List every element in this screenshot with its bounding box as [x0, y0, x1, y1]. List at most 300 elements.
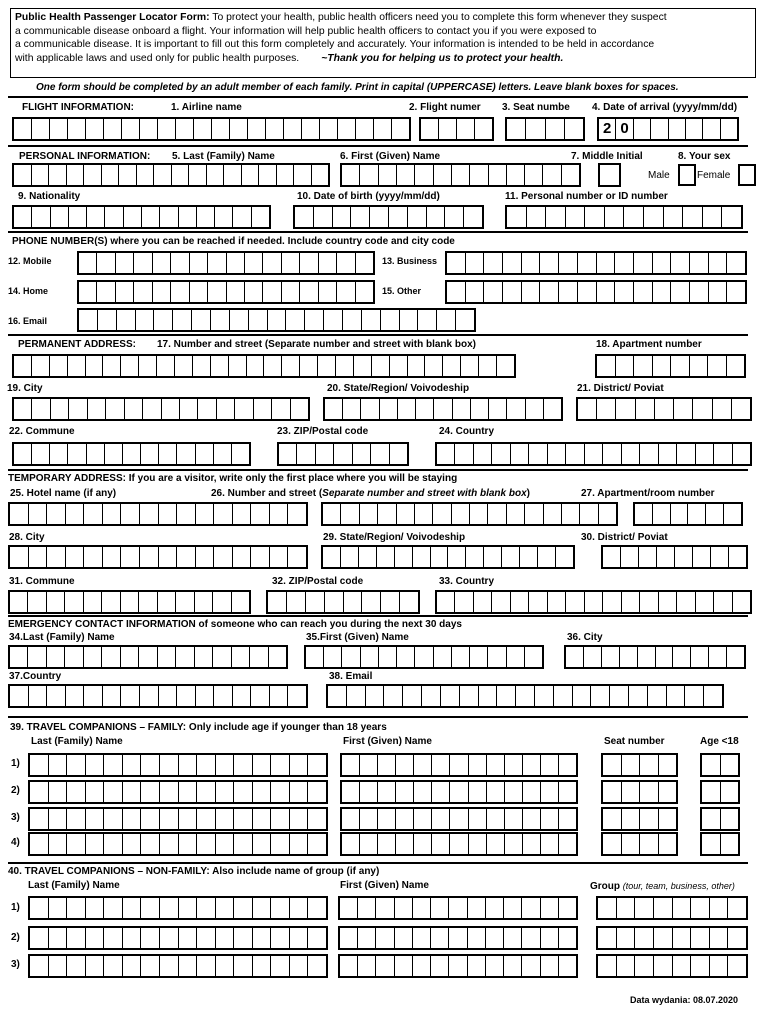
character-box[interactable]: [29, 547, 48, 567]
character-box[interactable]: [29, 686, 48, 706]
district-field[interactable]: [576, 397, 752, 421]
character-box[interactable]: [673, 928, 692, 948]
character-box[interactable]: [585, 592, 603, 612]
character-box[interactable]: [616, 399, 635, 419]
character-box[interactable]: [452, 647, 470, 667]
character-box[interactable]: [597, 399, 616, 419]
character-box[interactable]: [177, 444, 195, 464]
character-box[interactable]: [702, 782, 721, 802]
character-box[interactable]: [217, 399, 235, 419]
character-box[interactable]: [538, 547, 556, 567]
flight-number-field[interactable]: [419, 117, 494, 141]
character-box[interactable]: [507, 504, 525, 524]
emergency-last-field[interactable]: [8, 645, 288, 669]
character-box[interactable]: [286, 310, 305, 330]
character-box[interactable]: [396, 755, 414, 775]
character-box[interactable]: [629, 686, 648, 706]
character-box[interactable]: [284, 119, 302, 139]
character-box[interactable]: [710, 956, 729, 976]
character-box[interactable]: [733, 444, 750, 464]
character-box[interactable]: [603, 755, 622, 775]
character-box[interactable]: [29, 504, 48, 524]
character-box[interactable]: [522, 898, 540, 918]
character-box[interactable]: [103, 547, 122, 567]
character-box[interactable]: [215, 207, 233, 227]
character-box[interactable]: [32, 207, 50, 227]
character-box[interactable]: [179, 207, 197, 227]
character-box[interactable]: [14, 444, 32, 464]
character-box[interactable]: [32, 444, 50, 464]
character-box[interactable]: [30, 956, 49, 976]
character-box[interactable]: [141, 809, 160, 829]
character-box[interactable]: [450, 755, 468, 775]
character-box[interactable]: [84, 686, 103, 706]
character-box[interactable]: [271, 928, 290, 948]
character-box[interactable]: [216, 834, 235, 854]
character-box[interactable]: [66, 547, 85, 567]
character-box[interactable]: [125, 399, 143, 419]
character-box[interactable]: [453, 399, 471, 419]
character-box[interactable]: [49, 834, 68, 854]
character-box[interactable]: [97, 253, 115, 273]
family-2-age-field[interactable]: [700, 780, 740, 804]
character-box[interactable]: [648, 686, 667, 706]
character-box[interactable]: [189, 165, 207, 185]
character-box[interactable]: [173, 310, 192, 330]
character-box[interactable]: [468, 898, 486, 918]
character-box[interactable]: [271, 809, 290, 829]
character-box[interactable]: [14, 399, 32, 419]
character-box[interactable]: [413, 898, 431, 918]
character-box[interactable]: [271, 782, 290, 802]
character-box[interactable]: [703, 119, 720, 139]
character-box[interactable]: [520, 547, 538, 567]
character-box[interactable]: [439, 119, 457, 139]
character-box[interactable]: [197, 782, 216, 802]
character-box[interactable]: [197, 928, 216, 948]
character-box[interactable]: [197, 956, 216, 976]
character-box[interactable]: [282, 282, 300, 302]
character-box[interactable]: [474, 444, 492, 464]
character-box[interactable]: [516, 686, 535, 706]
character-box[interactable]: [691, 928, 710, 948]
character-box[interactable]: [30, 782, 49, 802]
character-box[interactable]: [208, 282, 226, 302]
character-box[interactable]: [66, 504, 85, 524]
character-box[interactable]: [98, 310, 117, 330]
character-box[interactable]: [312, 165, 329, 185]
character-box[interactable]: [544, 504, 562, 524]
character-box[interactable]: [610, 686, 629, 706]
character-box[interactable]: [251, 686, 270, 706]
character-box[interactable]: [216, 809, 235, 829]
character-box[interactable]: [395, 898, 413, 918]
character-box[interactable]: [84, 165, 102, 185]
character-box[interactable]: [546, 207, 566, 227]
character-box[interactable]: [470, 647, 488, 667]
character-box[interactable]: [119, 165, 137, 185]
character-box[interactable]: [457, 119, 475, 139]
character-box[interactable]: [706, 504, 724, 524]
character-box[interactable]: [673, 647, 691, 667]
character-box[interactable]: [79, 310, 98, 330]
character-box[interactable]: [65, 647, 83, 667]
character-box[interactable]: [559, 834, 576, 854]
character-box[interactable]: [47, 592, 65, 612]
character-box[interactable]: [461, 356, 479, 376]
character-box[interactable]: [398, 399, 416, 419]
character-box[interactable]: [431, 898, 449, 918]
business-field[interactable]: [445, 251, 747, 275]
character-box[interactable]: [319, 253, 337, 273]
character-box[interactable]: [356, 119, 374, 139]
nonfamily-3-last-field[interactable]: [28, 954, 328, 978]
character-box[interactable]: [153, 282, 171, 302]
character-box[interactable]: [279, 444, 297, 464]
character-box[interactable]: [379, 165, 397, 185]
character-box[interactable]: [234, 928, 253, 948]
character-box[interactable]: [541, 809, 559, 829]
character-box[interactable]: [67, 782, 86, 802]
character-box[interactable]: [414, 782, 432, 802]
family-1-first-field[interactable]: [340, 753, 578, 777]
character-box[interactable]: [197, 898, 216, 918]
character-box[interactable]: [488, 647, 506, 667]
character-box[interactable]: [378, 755, 396, 775]
character-box[interactable]: [408, 356, 426, 376]
character-box[interactable]: [84, 547, 103, 567]
character-box[interactable]: [30, 809, 49, 829]
character-box[interactable]: [86, 356, 104, 376]
character-box[interactable]: [86, 834, 105, 854]
character-box[interactable]: [659, 444, 677, 464]
character-box[interactable]: [525, 647, 542, 667]
character-box[interactable]: [179, 928, 198, 948]
temp-city-field[interactable]: [8, 545, 308, 569]
character-box[interactable]: [47, 647, 65, 667]
middle-initial-field[interactable]: [598, 163, 621, 187]
character-box[interactable]: [253, 809, 272, 829]
character-box[interactable]: [675, 547, 693, 567]
character-box[interactable]: [86, 928, 105, 948]
character-box[interactable]: [381, 310, 400, 330]
character-box[interactable]: [525, 165, 543, 185]
character-box[interactable]: [450, 809, 468, 829]
nonfamily-2-group-field[interactable]: [596, 926, 748, 950]
character-box[interactable]: [503, 253, 522, 273]
character-box[interactable]: [674, 399, 693, 419]
character-box[interactable]: [342, 834, 360, 854]
character-box[interactable]: [172, 165, 190, 185]
character-box[interactable]: [598, 956, 617, 976]
character-box[interactable]: [559, 755, 576, 775]
character-box[interactable]: [390, 356, 408, 376]
character-box[interactable]: [50, 444, 68, 464]
character-box[interactable]: [47, 686, 66, 706]
character-box[interactable]: [507, 119, 526, 139]
character-box[interactable]: [397, 165, 415, 185]
dob-field[interactable]: [293, 205, 484, 229]
character-box[interactable]: [272, 399, 290, 419]
character-box[interactable]: [507, 165, 525, 185]
character-box[interactable]: [160, 956, 179, 976]
character-box[interactable]: [308, 834, 326, 854]
character-box[interactable]: [141, 928, 160, 948]
character-box[interactable]: [487, 809, 505, 829]
character-box[interactable]: [603, 547, 621, 567]
character-box[interactable]: [102, 647, 120, 667]
character-box[interactable]: [585, 444, 603, 464]
character-box[interactable]: [68, 444, 86, 464]
character-box[interactable]: [253, 755, 272, 775]
character-box[interactable]: [196, 444, 214, 464]
temp-zip-field[interactable]: [266, 590, 420, 614]
character-box[interactable]: [504, 898, 522, 918]
temp-commune-field[interactable]: [8, 590, 251, 614]
character-box[interactable]: [541, 898, 559, 918]
character-box[interactable]: [659, 755, 677, 775]
character-box[interactable]: [249, 310, 268, 330]
character-box[interactable]: [653, 282, 672, 302]
character-box[interactable]: [635, 898, 654, 918]
character-box[interactable]: [504, 928, 522, 948]
character-box[interactable]: [696, 444, 714, 464]
character-box[interactable]: [597, 253, 616, 273]
character-box[interactable]: [554, 686, 573, 706]
character-box[interactable]: [103, 686, 122, 706]
character-box[interactable]: [271, 956, 290, 976]
last-name-field[interactable]: [12, 163, 330, 187]
character-box[interactable]: [320, 119, 338, 139]
character-box[interactable]: [374, 119, 392, 139]
character-box[interactable]: [523, 834, 541, 854]
character-box[interactable]: [251, 504, 270, 524]
character-box[interactable]: [102, 165, 120, 185]
character-box[interactable]: [489, 399, 507, 419]
character-box[interactable]: [214, 686, 233, 706]
character-box[interactable]: [414, 834, 432, 854]
character-box[interactable]: [395, 928, 413, 948]
character-box[interactable]: [211, 310, 230, 330]
character-box[interactable]: [617, 928, 636, 948]
character-box[interactable]: [305, 310, 324, 330]
character-box[interactable]: [141, 444, 159, 464]
character-box[interactable]: [543, 165, 561, 185]
temp-state-field[interactable]: [321, 545, 575, 569]
character-box[interactable]: [47, 547, 66, 567]
character-box[interactable]: [177, 504, 196, 524]
character-box[interactable]: [505, 782, 523, 802]
character-box[interactable]: [522, 928, 540, 948]
character-box[interactable]: [227, 253, 245, 273]
character-box[interactable]: [522, 253, 541, 273]
character-box[interactable]: [671, 282, 690, 302]
character-box[interactable]: [396, 782, 414, 802]
character-box[interactable]: [677, 592, 695, 612]
character-box[interactable]: [615, 282, 634, 302]
character-box[interactable]: [354, 356, 372, 376]
character-box[interactable]: [464, 207, 482, 227]
character-box[interactable]: [342, 755, 360, 775]
street-field[interactable]: [12, 354, 516, 378]
character-box[interactable]: [179, 898, 198, 918]
character-box[interactable]: [469, 782, 487, 802]
character-box[interactable]: [86, 956, 105, 976]
character-box[interactable]: [49, 782, 68, 802]
first-name-field[interactable]: [340, 163, 581, 187]
character-box[interactable]: [415, 165, 433, 185]
character-box[interactable]: [10, 504, 29, 524]
character-box[interactable]: [104, 119, 122, 139]
character-box[interactable]: [67, 809, 86, 829]
character-box[interactable]: [123, 809, 142, 829]
character-box[interactable]: [603, 444, 621, 464]
character-box[interactable]: [159, 504, 178, 524]
character-box[interactable]: [67, 165, 85, 185]
temp-street-field[interactable]: [321, 502, 618, 526]
character-box[interactable]: [504, 956, 522, 976]
character-box[interactable]: [340, 928, 358, 948]
character-box[interactable]: [140, 504, 159, 524]
character-box[interactable]: [160, 834, 179, 854]
character-box[interactable]: [437, 444, 455, 464]
character-box[interactable]: [66, 686, 85, 706]
character-box[interactable]: [123, 755, 142, 775]
character-box[interactable]: [139, 356, 157, 376]
character-box[interactable]: [79, 253, 97, 273]
character-box[interactable]: [622, 444, 640, 464]
character-box[interactable]: [673, 898, 692, 918]
character-box[interactable]: [253, 928, 272, 948]
character-box[interactable]: [216, 928, 235, 948]
character-box[interactable]: [360, 782, 378, 802]
character-box[interactable]: [562, 165, 579, 185]
character-box[interactable]: [86, 755, 105, 775]
character-box[interactable]: [413, 928, 431, 948]
character-box[interactable]: [234, 898, 253, 918]
character-box[interactable]: [727, 647, 744, 667]
character-box[interactable]: [400, 592, 418, 612]
character-box[interactable]: [263, 253, 281, 273]
character-box[interactable]: [192, 310, 211, 330]
character-box[interactable]: [230, 119, 248, 139]
character-box[interactable]: [559, 253, 578, 273]
character-box[interactable]: [526, 119, 545, 139]
character-box[interactable]: [565, 119, 583, 139]
character-box[interactable]: [343, 399, 361, 419]
character-box[interactable]: [492, 444, 510, 464]
character-box[interactable]: [714, 444, 732, 464]
country-field[interactable]: [435, 442, 752, 466]
temp-country-field[interactable]: [435, 590, 752, 614]
character-box[interactable]: [486, 928, 504, 948]
character-box[interactable]: [123, 834, 142, 854]
character-box[interactable]: [159, 686, 178, 706]
character-box[interactable]: [308, 755, 326, 775]
character-box[interactable]: [300, 253, 318, 273]
character-box[interactable]: [376, 956, 394, 976]
character-box[interactable]: [659, 592, 677, 612]
character-box[interactable]: [433, 504, 451, 524]
character-box[interactable]: [121, 504, 140, 524]
character-box[interactable]: [234, 782, 253, 802]
character-box[interactable]: [347, 686, 366, 706]
character-box[interactable]: [432, 809, 450, 829]
character-box[interactable]: [526, 399, 544, 419]
character-box[interactable]: [616, 356, 635, 376]
character-box[interactable]: [308, 928, 326, 948]
character-box[interactable]: [487, 755, 505, 775]
character-box[interactable]: [523, 782, 541, 802]
character-box[interactable]: [691, 647, 709, 667]
emergency-city-field[interactable]: [564, 645, 746, 669]
character-box[interactable]: [271, 898, 290, 918]
character-box[interactable]: [67, 956, 86, 976]
character-box[interactable]: [507, 399, 525, 419]
character-box[interactable]: [10, 592, 28, 612]
character-box[interactable]: [522, 956, 540, 976]
character-box[interactable]: [487, 782, 505, 802]
character-box[interactable]: [449, 928, 467, 948]
character-box[interactable]: [434, 647, 452, 667]
character-box[interactable]: [634, 282, 653, 302]
commune-field[interactable]: [12, 442, 251, 466]
character-box[interactable]: [380, 399, 398, 419]
character-box[interactable]: [86, 809, 105, 829]
character-box[interactable]: [333, 207, 352, 227]
character-box[interactable]: [732, 399, 750, 419]
character-box[interactable]: [359, 547, 377, 567]
character-box[interactable]: [693, 547, 711, 567]
character-box[interactable]: [68, 356, 86, 376]
character-box[interactable]: [653, 253, 672, 273]
character-box[interactable]: [67, 928, 86, 948]
family-3-first-field[interactable]: [340, 807, 578, 831]
character-box[interactable]: [603, 834, 622, 854]
character-box[interactable]: [635, 504, 653, 524]
character-box[interactable]: [395, 547, 413, 567]
character-box[interactable]: [598, 928, 617, 948]
character-box[interactable]: [486, 898, 504, 918]
character-box[interactable]: [336, 356, 354, 376]
character-box[interactable]: [193, 356, 211, 376]
character-box[interactable]: [708, 356, 727, 376]
character-box[interactable]: [139, 647, 157, 667]
character-box[interactable]: [709, 253, 728, 273]
character-box[interactable]: [361, 399, 379, 419]
temp-apartment-field[interactable]: [633, 502, 743, 526]
character-box[interactable]: [253, 834, 272, 854]
character-box[interactable]: [343, 310, 362, 330]
character-box[interactable]: [140, 686, 159, 706]
character-box[interactable]: [341, 547, 359, 567]
character-box[interactable]: [418, 310, 437, 330]
nonfamily-1-group-field[interactable]: [596, 896, 748, 920]
character-box[interactable]: [511, 444, 529, 464]
nonfamily-1-last-field[interactable]: [28, 896, 328, 920]
character-box[interactable]: [653, 356, 672, 376]
character-box[interactable]: [640, 755, 659, 775]
character-box[interactable]: [123, 444, 141, 464]
character-box[interactable]: [414, 809, 432, 829]
character-box[interactable]: [358, 928, 376, 948]
character-box[interactable]: [229, 356, 247, 376]
character-box[interactable]: [487, 834, 505, 854]
character-box[interactable]: [87, 444, 105, 464]
character-box[interactable]: [389, 207, 408, 227]
character-box[interactable]: [158, 119, 176, 139]
character-box[interactable]: [268, 310, 287, 330]
